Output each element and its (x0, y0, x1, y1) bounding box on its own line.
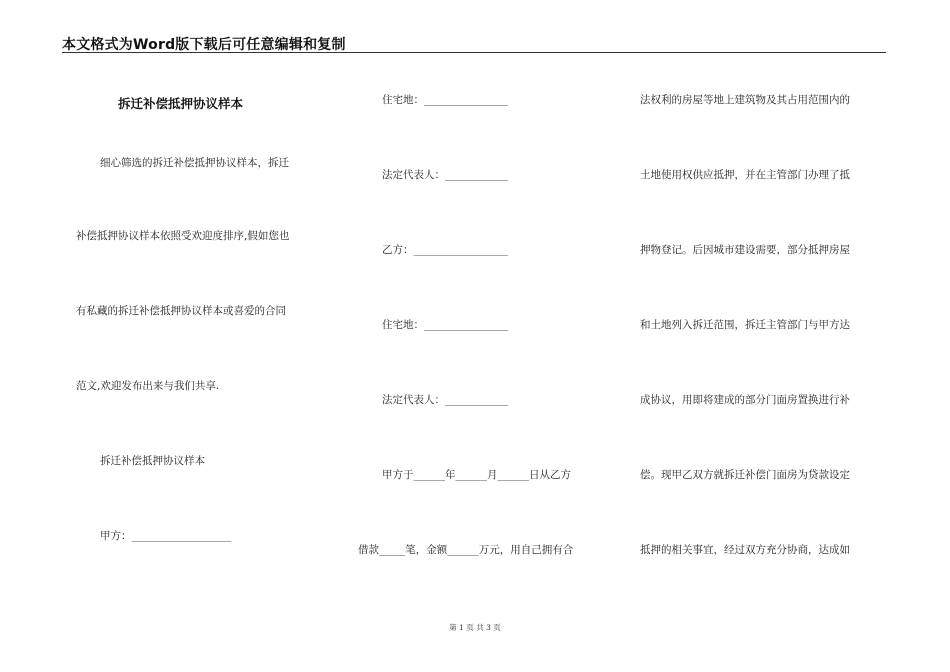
text-line: 范文,欢迎发布出来与我们共享. (76, 380, 220, 392)
text-line: 法权利的房屋等地上建筑物及其占用范围内的 (640, 94, 850, 106)
text-line: 抵押的相关事宜，经过双方充分协商，达成如 (640, 544, 850, 556)
text-line: 细心筛选的拆迁补偿抵押协议样本，拆迁 (100, 157, 289, 169)
text-line: 借款_____笔，金额______万元，用自己拥有合 (358, 544, 574, 556)
legal-rep-field: 法定代表人：____________ (382, 394, 508, 406)
party-a-field: 甲方：___________________ (100, 530, 232, 542)
text-line: 和土地列入拆迁范围，拆迁主管部门与甲方达 (640, 319, 850, 331)
text-line: 土地使用权供应抵押，并在主管部门办理了抵 (640, 169, 850, 181)
text-line: 成协议，用即将建成的部分门面房置换进行补 (640, 394, 850, 406)
header-divider (62, 52, 886, 53)
text-line: 押物登记。后因城市建设需要，部分抵押房屋 (640, 244, 850, 256)
section-heading: 拆迁补偿抵押协议样本 (100, 455, 205, 467)
text-line: 偿。现甲乙双方就拆迁补偿门面房为贷款设定 (640, 469, 850, 481)
document-title: 拆迁补偿抵押协议样本 (118, 96, 244, 111)
party-b-field: 乙方：__________________ (382, 244, 508, 256)
address-field: 住宅地：________________ (382, 319, 508, 331)
legal-rep-field: 法定代表人：____________ (382, 169, 508, 181)
text-line: 补偿抵押协议样本依照受欢迎度排序,假如您也 (76, 230, 290, 242)
text-line: 有私藏的拆迁补偿抵押协议样本或喜爱的合同 (76, 305, 286, 317)
text-line: 甲方于______年______月______日从乙方 (382, 469, 571, 481)
address-field: 住宅地：________________ (382, 94, 508, 106)
document-header: 本文格式为Word版下载后可任意编辑和复制 (62, 37, 346, 53)
page-number: 第 1 页 共 3 页 (449, 623, 501, 632)
